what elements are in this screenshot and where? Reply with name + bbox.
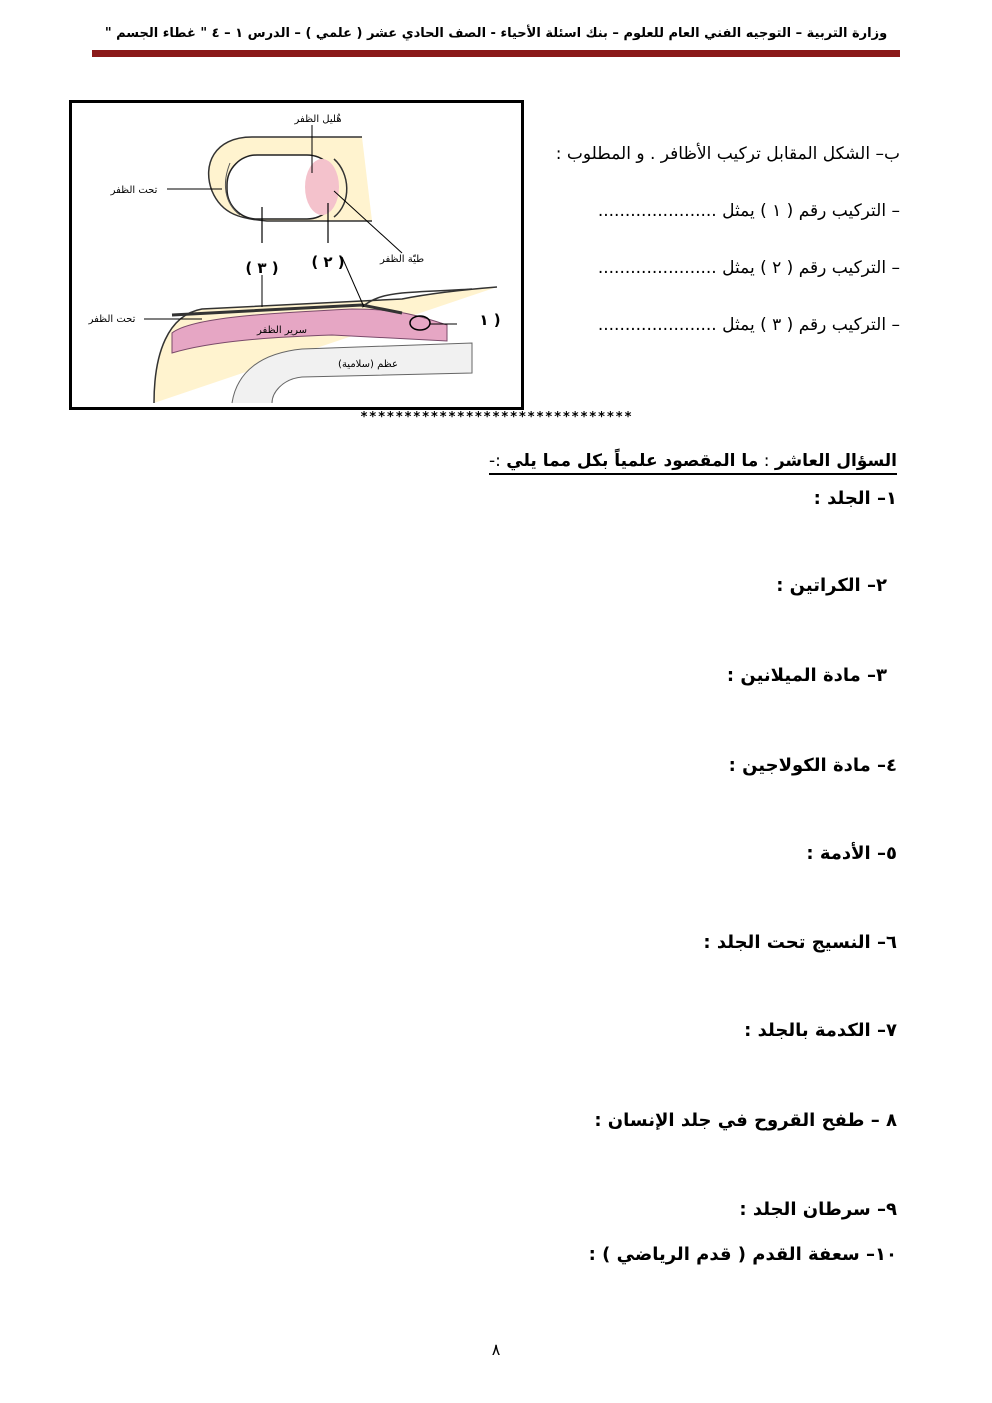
label-under-nail-top: تحت الظفر (110, 185, 158, 196)
item-10: ١٠– سعفة القدم ( قدم الرياضي ) : (588, 1244, 897, 1265)
item-5: ٥– الأدمة : (806, 843, 897, 864)
page-number: ٨ (491, 1340, 501, 1359)
question-10-suffix: :- (489, 451, 507, 471)
question-10-label: السؤال العاشر (774, 451, 897, 471)
item-1: ١– الجلد : (813, 488, 897, 509)
header-rule (92, 50, 900, 57)
lunula (305, 159, 339, 215)
part-b-intro: ب– الشكل المقابل تركيب الأظافر . و المطلوب : (555, 144, 900, 164)
item-4: ٤– مادة الكولاجين : (728, 755, 897, 776)
item-8: ٨ – طفح القروح في جلد الإنسان : (594, 1110, 897, 1131)
item-6: ٦– النسيج تحت الجلد : (703, 932, 897, 953)
item-2: ٢– الكراتين : (776, 575, 887, 596)
item-3: ٣– مادة الميلانين : (726, 665, 887, 686)
question-10-prompt: ما المقصود علمياً بكل مما يلي (506, 451, 759, 471)
item-9: ٩– سرطان الجلد : (739, 1199, 897, 1220)
number-1: ١ ) (479, 311, 501, 329)
label-nail-fold: طيّة الظفر (379, 254, 425, 265)
number-2: ( ٢ ) (311, 253, 345, 271)
separator-stars: ******************************* (360, 410, 634, 425)
structure-2-line: – التركيب رقم ( ٢ ) يمثل ...................... (597, 258, 900, 278)
number-3: ( ٣ ) (245, 259, 279, 277)
label-nail-bed: سرير الظفر (257, 325, 307, 336)
structure-3-line: – التركيب رقم ( ٣ ) يمثل ...................... (597, 315, 900, 335)
label-cuticle: هٌليل الظفر (294, 114, 342, 125)
label-bone: عظم (سلامية) (338, 359, 398, 370)
page-header: وزارة التربية – التوجيه الفني العام للعلوم – بنك اسئلة الأحياء - الصف الحادي عشر ( علمي ) – الدرس ١ – ٤ " غطاء الجسم " (104, 26, 888, 41)
item-7: ٧– الكدمة بالجلد : (744, 1020, 897, 1041)
question-10-colon: : (758, 451, 775, 471)
nail-diagram (72, 103, 521, 407)
structure-1-line: – التركيب رقم ( ١ ) يمثل ...................... (597, 201, 900, 221)
nail-structure-figure (69, 100, 524, 410)
question-10-title (489, 451, 897, 475)
label-under-nail-side: تحت الظفر (88, 314, 136, 325)
